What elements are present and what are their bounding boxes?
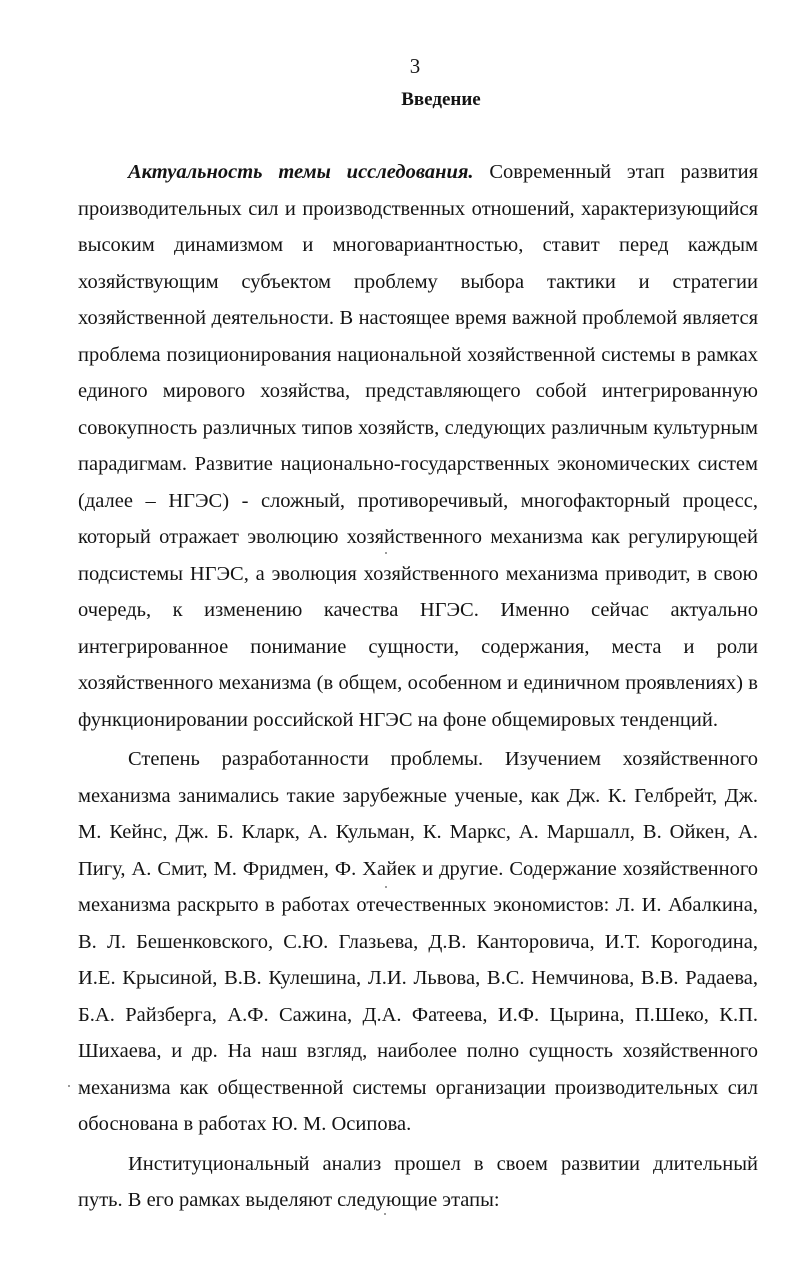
paragraph-development-degree xyxy=(78,741,758,1143)
scan-speck xyxy=(385,886,387,888)
paragraph-text: Институциональный анализ прошел в своем развитии длительный путь. В его рамках выделяют следующие этапы: xyxy=(78,1152,758,1211)
body-text xyxy=(78,154,758,1219)
paragraph-institutional-analysis xyxy=(78,1146,758,1219)
paragraph-text: Современный этап развития производительных сил и производственных отношений, характеризующийся высоким динамизмом и многовариантностью, ставит перед каждым хозяйствующим субъектом проблему выбора тактики и стратегии хозяйственной деятельности. В настоящее время важной проблемой является проблема позиционирования национальной хозяйственной системы в рамках единого мирового хозяйства, представляющего собой интегрированную совокупность различных типов хозяйств, следующих различным культурным парадигмам. Развитие национально-государственных экономических систем (далее – НГЭС) - сложный, противоречивый, многофакторный процесс, который отражает эволюцию хозяйственного механизма как регулирующей подсистемы НГЭС, а эволюция хозяйственного механизма приводит, в свою очередь, к изменению качества НГЭС. Именно сейчас актуально интегрированное понимание сущности, содержания, места и роли хозяйственного механизма (в общем, особенном и единичном проявлениях) в функционировании российской НГЭС на фоне общемировых тенденций. xyxy=(78,161,758,731)
scan-speck xyxy=(384,1213,386,1215)
scan-speck xyxy=(385,552,387,554)
paragraph-lead-phrase: Актуальность темы исследования. xyxy=(128,161,474,183)
scan-speck xyxy=(68,1085,70,1087)
paragraph-text: Степень разработанности проблемы. Изучением хозяйственного механизма занимались такие зарубежные ученые, как Дж. К. Гелбрейт, Дж. М. Кейнс, Дж. Б. Кларк, А. Кульман, К. Маркс, А. Маршалл, В. Ойкен, А. Пигу, А. Смит, М. Фридмен, Ф. Хайек и другие. Содержание хозяйственного механизма раскрыто в работах отечественных экономистов: Л. И. Абалкина, В. Л. Бешенковского, С.Ю. Глазьева, Д.В. Канторовича, И.Т. Корогодина, И.Е. Крысиной, В.В. Кулешина, Л.И. Львова, В.С. Немчинова, В.В. Радаева, Б.А. Райзберга, А.Ф. Сажина, Д.А. Фатеева, И.Ф. Цырина, П.Шеко, К.П. Шихаева, и др. На наш взгляд, наиболее полно сущность хозяйственного механизма как общественной системы организации производительных сил обоснована в работах Ю. М. Осипова. xyxy=(78,748,758,1135)
paragraph-relevance xyxy=(78,154,758,738)
section-heading: Введение xyxy=(401,89,481,110)
page-number: 3 xyxy=(409,54,421,78)
